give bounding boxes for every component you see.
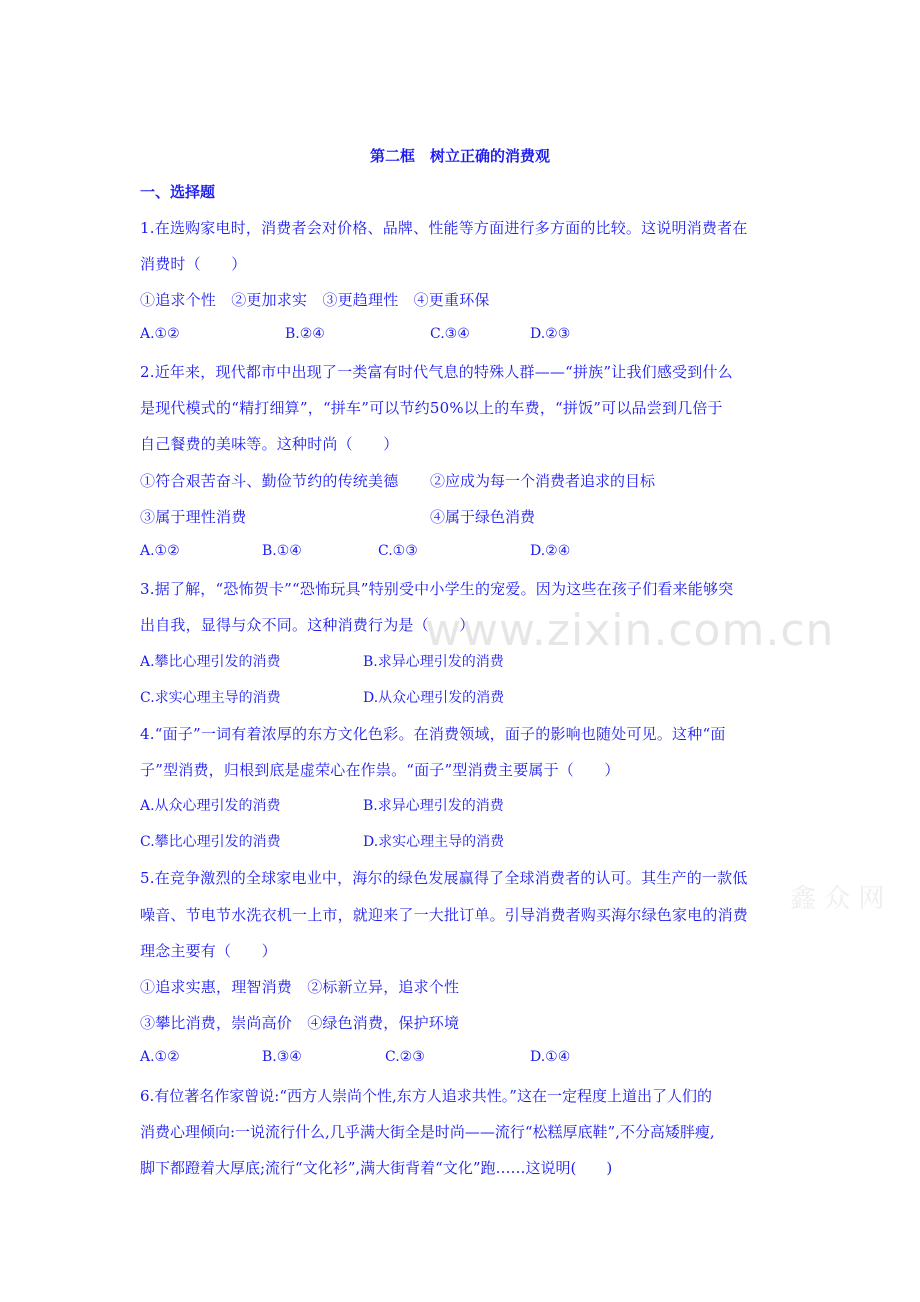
q2-item-1: ①符合艰苦奋斗、勤俭节约的传统美德 (140, 472, 399, 490)
q5-stem-line3: 理念主要有（ ） (140, 942, 277, 960)
q3-option-b: B.求异心理引发的消费 (363, 654, 504, 670)
q3-stem-line1: 3.据了解，“恐怖贺卡”“恐怖玩具”特别受中小学生的宠爱。因为这些在孩子们看来能够突 (140, 580, 734, 598)
q2-item-3: ③属于理性消费 (140, 508, 247, 526)
q2-item-4: ④属于绿色消费 (430, 508, 536, 526)
q3-option-c: C.求实心理主导的消费 (140, 690, 281, 706)
q5-items-line2: ③攀比消费，崇尚高价 ④绿色消费，保护环境 (140, 1014, 460, 1032)
q5-stem-line1: 5.在竞争激烈的全球家电业中，海尔的绿色发展赢得了全球消费者的认可。其生产的一款低 (140, 869, 748, 887)
q1-stem-line1: 1.在选购家电时，消费者会对价格、品牌、性能等方面进行多方面的比较。这说明消费者在 (140, 219, 748, 237)
q2-stem-line3: 自己餐费的美味等。这种时尚（ ） (140, 435, 399, 453)
q4-option-c: C.攀比心理引发的消费 (140, 834, 281, 850)
q2-stem-line1: 2.近年来，现代都市中出现了一类富有时代气息的特殊人群——“拼族”让我们感受到什么 (140, 363, 733, 381)
q4-stem-line1: 4.“面子”一词有着浓厚的东方文化色彩。在消费领域，面子的影响也随处可见。这种“面 (140, 725, 726, 743)
q5-stem-line2: 噪音、节电节水洗衣机一上市，就迎来了一大批订单。引导消费者购买海尔绿色家电的消费 (140, 906, 749, 924)
q4-stem-line2: 子”型消费，归根到底是虚荣心在作祟。“面子”型消费主要属于（ ） (140, 761, 620, 779)
q5-option-c: C.②③ (385, 1049, 425, 1065)
q1-option-a: A.①② (140, 326, 180, 342)
q2-stem-line2: 是现代模式的“精打细算”，“拼车”可以节约50%以上的车费，“拼饭”可以品尝到几倍于 (140, 399, 723, 417)
q5-items-line1: ①追求实惠，理智消费 ②标新立异，追求个性 (140, 978, 460, 996)
watermark: www.zixin.com.cn (425, 605, 835, 656)
section-heading: 一、选择题 (140, 183, 216, 201)
q4-option-b: B.求异心理引发的消费 (363, 798, 504, 814)
q1-option-d: D.②③ (530, 326, 571, 342)
q2-option-b: B.①④ (262, 543, 302, 559)
q6-stem-line2: 消费心理倾向:一说流行什么,几乎满大街全是时尚——流行“松糕厚底鞋”,不分高矮胖瘦, (140, 1123, 715, 1141)
q4-option-d: D.求实心理主导的消费 (363, 834, 505, 850)
q2-option-d: D.②④ (530, 543, 571, 559)
q2-option-a: A.①② (140, 543, 180, 559)
q6-stem-line3: 脚下都蹬着大厚底;流行“文化衫”,满大街背着“文化”跑……这说明( ) (140, 1159, 613, 1177)
q5-option-a: A.①② (140, 1049, 180, 1065)
page-title: 第二框 树立正确的消费观 (369, 147, 550, 165)
q6-stem-line1: 6.有位著名作家曾说:“西方人崇尚个性,东方人追求共性。”这在一定程度上道出了人们的 (140, 1087, 712, 1105)
watermark-secondary: 鑫 众 网 (790, 884, 885, 914)
q2-option-c: C.①③ (378, 543, 418, 559)
q1-items: ①追求个性 ②更加求实 ③更趋理性 ④更重环保 (140, 291, 490, 309)
q3-stem-line2: 出自我，显得与众不同。这种消费行为是（ ） (140, 616, 475, 634)
q1-option-b: B.②④ (285, 326, 325, 342)
q1-stem-line2: 消费时（ ） (140, 255, 247, 273)
q3-option-a: A.攀比心理引发的消费 (140, 654, 281, 670)
q2-item-2: ②应成为每一个消费者追求的目标 (430, 472, 656, 490)
q1-option-c: C.③④ (430, 326, 470, 342)
q5-option-d: D.①④ (530, 1049, 571, 1065)
q4-option-a: A.从众心理引发的消费 (140, 798, 281, 814)
q3-option-d: D.从众心理引发的消费 (363, 690, 505, 706)
q5-option-b: B.③④ (262, 1049, 302, 1065)
